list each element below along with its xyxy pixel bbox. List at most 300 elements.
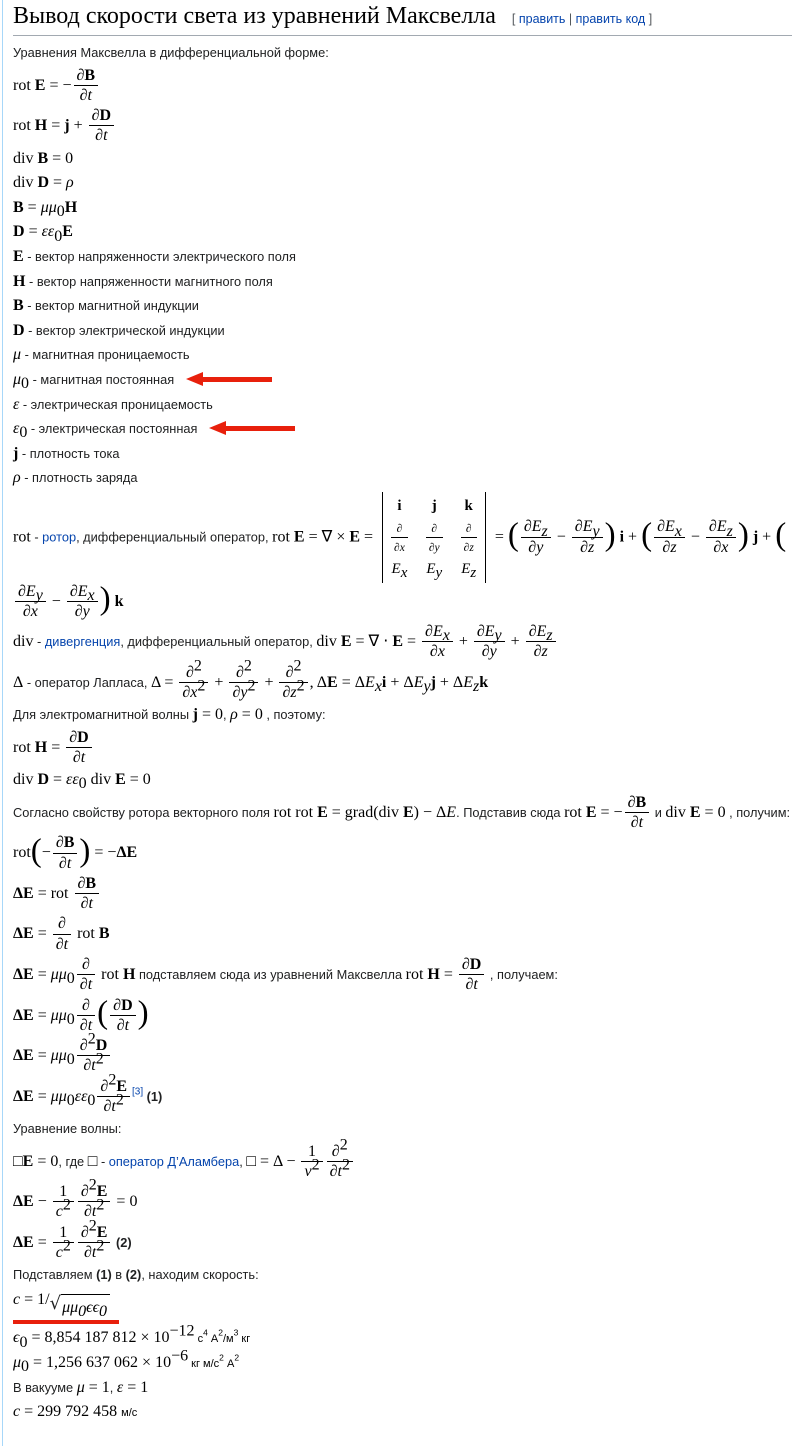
math-roman: ∂ [465, 976, 474, 994]
open-paren: ( [641, 517, 653, 554]
eq-div-D [13, 172, 792, 194]
superscript [247, 678, 255, 695]
math-roman: ∂ [113, 996, 122, 1014]
math-roman: = 0 [112, 1193, 138, 1211]
fraction [279, 657, 307, 702]
eq-vacuum [13, 1377, 792, 1399]
math-var: x [30, 602, 38, 620]
math-roman: rot [13, 844, 31, 862]
open-paren: ( [30, 833, 42, 870]
fraction [521, 518, 551, 556]
equation-label: (2) [125, 1267, 142, 1283]
math-roman: ∂ [91, 107, 100, 125]
subscript [99, 1303, 108, 1321]
def-B [13, 295, 792, 317]
math-roman: ∂ [528, 538, 537, 556]
math-vector: B [37, 149, 49, 167]
math-roman: 2 [87, 1030, 96, 1048]
math-roman: ∂ [463, 541, 470, 554]
math-vector: B [63, 834, 75, 852]
numerator [625, 794, 650, 813]
text: - [30, 529, 43, 545]
math-vector: B [635, 793, 647, 811]
subscript [66, 1051, 75, 1069]
equation-label: (1) [143, 1088, 163, 1104]
numerator [75, 875, 100, 894]
close-paren: ) [604, 517, 616, 554]
subscript [54, 227, 63, 245]
numerator [474, 623, 505, 645]
text: , [239, 1153, 247, 1169]
math-var: E [365, 673, 375, 691]
numerator [654, 518, 685, 540]
math-var: y [35, 586, 43, 604]
denominator [474, 642, 505, 660]
unit-superscript: 3 [233, 1328, 239, 1339]
eq-div-B [13, 148, 792, 170]
link-divergence[interactable]: дивергенция [44, 634, 121, 650]
math-roman: rot rot [273, 803, 318, 821]
math-roman: − [47, 592, 65, 610]
math-roman: = grad(div [327, 803, 403, 821]
math-var: ρ [66, 174, 74, 192]
superscript [63, 1238, 71, 1255]
superscript [171, 1348, 188, 1365]
subscript [541, 522, 548, 540]
math-roman: rot [13, 738, 35, 756]
math-roman: = 0 [197, 706, 223, 724]
numerator [78, 1176, 111, 1202]
denominator [229, 677, 258, 701]
superscript [89, 1217, 97, 1234]
def-div [13, 623, 792, 661]
math-vector: E [340, 633, 352, 651]
denominator [572, 538, 603, 556]
math-vector: ΔE [116, 844, 138, 862]
fraction [15, 583, 46, 621]
math-roman: = [33, 1006, 51, 1024]
math-roman: − [33, 1193, 51, 1211]
math-roman: ∂ [657, 518, 665, 536]
eq-rot-E [13, 67, 792, 105]
unit-text: кг [238, 1333, 251, 1346]
article-body [13, 42, 792, 1423]
math-roman: ∂ [580, 538, 589, 556]
math-roman: = − [45, 76, 72, 94]
math-roman: 2 [247, 677, 256, 695]
reference-link[interactable]: [3] [131, 1086, 144, 1098]
math-var: E [446, 803, 457, 821]
text: - оператор Лапласа, [23, 674, 151, 690]
denominator [67, 602, 98, 620]
def-eps0 [13, 418, 792, 440]
math-var: x [442, 627, 450, 645]
math-var: x [721, 538, 729, 556]
eq-mu0-value [13, 1347, 792, 1376]
math-roman: + [506, 633, 524, 651]
denominator [327, 1156, 353, 1180]
math-roman: = 0 [237, 706, 263, 724]
def-eps [13, 394, 792, 416]
math-roman: ∂ [662, 538, 671, 556]
fraction [654, 518, 685, 556]
math-var: E [461, 560, 471, 577]
math-roman: −12 [169, 1323, 195, 1341]
math-roman: ∂ [425, 623, 433, 641]
edit-bracket-close: ] [645, 12, 653, 26]
determinant-cell [461, 558, 476, 580]
math-var: ρ [230, 706, 238, 724]
math-roman: = [360, 528, 378, 546]
math-vector: E [96, 1183, 108, 1201]
math-vector: H [13, 272, 26, 290]
math-roman: 0 [66, 970, 75, 988]
math-var: E [531, 518, 542, 536]
determinant-cell [461, 520, 477, 555]
math-roman: ∂ [76, 66, 85, 84]
math-roman: ∂ [331, 1142, 340, 1160]
text: - магнитная постоянная [29, 372, 175, 387]
fraction [89, 107, 114, 145]
math-roman: ∂ [95, 127, 104, 145]
numerator [521, 518, 551, 540]
math-var: x [87, 586, 95, 604]
math-var: v [304, 1162, 312, 1180]
math-roman: = [24, 223, 42, 241]
denominator [53, 935, 71, 953]
math-vector: i [615, 528, 625, 546]
math-roman: ∂ [429, 643, 438, 661]
math-vector: ΔE [13, 884, 34, 902]
math-roman: rot [97, 965, 123, 983]
fraction [526, 623, 556, 661]
math-roman: ∂ [285, 663, 294, 681]
math-roman: ∂ [103, 1097, 112, 1115]
math-roman: ∂ [476, 623, 485, 641]
math-var: c [55, 1203, 63, 1221]
math-roman: ∂ [329, 1162, 338, 1180]
math-var: t [87, 1016, 93, 1034]
denominator [426, 538, 443, 555]
math-roman: 2 [243, 657, 252, 675]
edit-code-link[interactable]: править код [575, 12, 646, 26]
math-roman: ∂ [627, 793, 636, 811]
eq-dE-d2D [13, 1030, 792, 1075]
denominator [391, 538, 408, 555]
math-var: t [638, 814, 644, 832]
text: - вектор электрической индукции [24, 322, 225, 338]
numerator [77, 956, 95, 975]
math-roman: − [41, 844, 51, 862]
math-roman: 2 [88, 1217, 97, 1235]
math-roman: ∂ [394, 541, 400, 554]
math-vector: E [62, 223, 73, 241]
text: - [97, 1153, 109, 1169]
superscript [63, 1197, 71, 1214]
math-var: y [434, 541, 440, 554]
math-roman: = 0 [700, 803, 726, 821]
math-var: x [437, 643, 445, 661]
edit-link[interactable]: править [518, 12, 566, 26]
unit-text: /м [222, 1333, 234, 1346]
math-vector: k [479, 673, 489, 691]
math-roman: div [13, 174, 38, 192]
denominator [97, 1091, 130, 1115]
red-arrow-icon [186, 372, 272, 387]
denominator [53, 854, 78, 872]
math-roman: 0 [99, 1303, 108, 1321]
math-roman: + [210, 673, 228, 691]
equation-label: (1) [96, 1267, 112, 1283]
math-vector: E [34, 76, 46, 94]
edit-divider: | [565, 12, 576, 26]
math-roman: = 1 [84, 1378, 110, 1396]
math-vector: j [748, 528, 759, 546]
determinant [382, 492, 486, 583]
text: - электрическая проницаемость [19, 396, 213, 412]
denominator [301, 1156, 322, 1180]
math-roman: 2 [193, 657, 202, 675]
math-roman: + Δ [435, 673, 464, 691]
text: и [651, 804, 666, 820]
subscript [442, 627, 450, 645]
math-var: E [413, 673, 424, 691]
math-roman: 1 [59, 1183, 68, 1201]
math-var: y [423, 677, 431, 695]
math-roman: ∂ [79, 1016, 88, 1034]
math-vector: E [392, 633, 403, 651]
math-var: y [82, 602, 90, 620]
fraction [66, 729, 91, 767]
math-var: ε [13, 420, 20, 438]
math-roman: 0 [78, 1303, 87, 1321]
denominator [179, 677, 208, 701]
fraction [179, 657, 208, 702]
denominator [706, 538, 736, 556]
math-var: εε [74, 1087, 88, 1105]
math-var: t [88, 895, 93, 913]
text: , где [58, 1153, 88, 1169]
unit-superscript: 4 [203, 1328, 208, 1339]
def-H [13, 271, 792, 293]
math-roman: 2 [197, 677, 206, 695]
def-j [13, 443, 792, 465]
determinant-cell [465, 495, 473, 517]
text: В вакууме [13, 1379, 77, 1395]
math-vector: j [430, 673, 436, 691]
link-dalembert[interactable]: оператор Д’Аламбера [108, 1153, 240, 1169]
math-roman: = − [596, 803, 623, 821]
math-roman: rot [73, 925, 99, 943]
red-arrow-icon [209, 421, 295, 436]
eq-B-mu [13, 197, 792, 219]
math-vector: E [585, 803, 597, 821]
eq-dE-dt-rot [13, 915, 792, 953]
determinant-cell [397, 495, 401, 517]
section-heading [13, 2, 792, 36]
math-var: c [13, 1290, 21, 1308]
fraction [229, 657, 258, 702]
math-vector: ΔE [13, 1047, 34, 1065]
math-roman: ∂ [69, 728, 78, 746]
close-paren: ) [79, 833, 91, 870]
math-var: E [463, 673, 473, 691]
numerator [78, 1217, 111, 1243]
text: - плотность заряда [20, 470, 138, 486]
math-roman: ∂ [185, 663, 194, 681]
math-roman: □ = Δ − [246, 1152, 300, 1170]
fraction [327, 1136, 353, 1181]
math-var: t [473, 976, 478, 994]
math-roman: □ [13, 1152, 23, 1170]
numerator [67, 583, 98, 602]
eq-dE-nested [13, 997, 792, 1035]
math-roman: = 0 [125, 771, 151, 789]
math-var: y [240, 683, 248, 701]
eq-dE-mumu0 [13, 956, 792, 994]
denominator [75, 894, 100, 912]
math-roman: Δ [316, 673, 328, 691]
text: , [109, 1379, 117, 1395]
math-vector: H [34, 117, 48, 135]
eq-div-D-2 [13, 769, 792, 791]
math-roman: ∂ [630, 814, 639, 832]
fraction [572, 518, 603, 556]
math-roman: = [33, 965, 51, 983]
math-roman: 0 [19, 424, 28, 442]
math-roman: = [490, 528, 508, 546]
math-var: μ [13, 371, 22, 388]
eq-speed [13, 1289, 792, 1325]
para-rotor-property [13, 794, 792, 832]
numerator [77, 1030, 110, 1056]
text: , находим скорость: [141, 1267, 259, 1283]
red-arrow-shaft [224, 426, 295, 431]
math-roman: 2 [115, 1091, 124, 1109]
math-roman: rot [272, 528, 294, 546]
subscript [66, 1091, 75, 1109]
math-roman: = [49, 771, 67, 789]
math-vector: H [34, 738, 48, 756]
math-vector: k [464, 497, 473, 514]
ref-3 [132, 1086, 143, 1097]
numerator [461, 520, 477, 538]
fraction [474, 623, 505, 661]
numerator [74, 67, 99, 86]
math-roman: ∂ [80, 1183, 89, 1201]
math-roman: ∂ [574, 518, 583, 536]
text: подставляем сюда из уравнений Максвелла [135, 966, 406, 982]
subscript [726, 522, 733, 540]
subscript [87, 1091, 96, 1109]
math-var: x [374, 677, 382, 695]
subscript [435, 565, 443, 582]
fraction [391, 520, 408, 555]
superscript [89, 1177, 97, 1194]
text: - [33, 634, 45, 650]
math-roman: div [86, 771, 116, 789]
denominator [89, 126, 114, 144]
math-vector: E [115, 771, 126, 789]
math-var: y [592, 522, 600, 540]
edit-bracket-open: [ [511, 12, 519, 26]
math-roman: ∂ [79, 1037, 88, 1055]
numerator [53, 915, 71, 934]
denominator [625, 813, 650, 831]
superscript [197, 678, 205, 695]
math-roman: + [260, 673, 278, 691]
link-rotor[interactable]: ротор [42, 529, 77, 545]
math-vector: E [689, 803, 701, 821]
math-roman: = [23, 198, 41, 216]
math-roman: = rot [33, 884, 73, 902]
subscript [56, 203, 65, 221]
math-roman: ∂ [83, 1203, 92, 1221]
math-roman: 2 [311, 1156, 320, 1174]
math-vector: H [427, 965, 440, 983]
unit-text: с [194, 1333, 204, 1346]
math-vector: E [116, 1077, 127, 1095]
math-vector: D [37, 174, 50, 192]
math-var: t [337, 1162, 342, 1180]
math-var: z [470, 565, 477, 582]
math-vector: D [121, 996, 133, 1014]
numerator [459, 956, 484, 975]
math-vector: D [469, 955, 482, 973]
denominator [53, 1197, 74, 1221]
text: . Подставив сюда [456, 804, 565, 820]
math-vector: D [95, 1037, 108, 1055]
superscript [96, 1238, 104, 1255]
math-vector: ΔE [13, 1087, 34, 1105]
math-roman: ∂ [55, 935, 64, 953]
math-roman: ∂ [182, 683, 191, 701]
text: Подставляем [13, 1267, 97, 1283]
numerator [97, 1071, 130, 1097]
math-var: t [124, 1016, 130, 1034]
math-vector: B [13, 198, 24, 216]
text: Уравнение волны: [13, 1121, 122, 1137]
edit-section [512, 12, 652, 26]
superscript [194, 657, 202, 674]
math-roman: ∂ [57, 915, 66, 933]
math-vector: j [13, 444, 19, 462]
math-var: t [87, 86, 92, 104]
para-wave-eq [13, 1118, 792, 1140]
math-roman: 0 [87, 1091, 96, 1109]
eq-dalembert [13, 1136, 792, 1181]
text: Уравнения Максвелла в дифференциальной форме: [13, 45, 329, 60]
math-roman: 0 [78, 775, 87, 793]
fraction [77, 997, 95, 1035]
math-var: μμ [50, 1047, 67, 1065]
math-roman: 2 [96, 1237, 105, 1255]
math-roman: ∂ [69, 582, 78, 600]
fraction [67, 583, 98, 621]
math-roman: rot [13, 76, 35, 94]
math-var: ρ [13, 469, 21, 487]
math-roman: div [13, 771, 38, 789]
math-roman: 2 [96, 1197, 105, 1215]
math-vector: j [431, 497, 437, 514]
eq-dE-rot [13, 875, 792, 913]
def-mu [13, 344, 792, 366]
math-var: t [80, 748, 86, 766]
superscript [342, 1157, 350, 1174]
fraction [97, 1071, 130, 1116]
text: - вектор напряженности магнитного поля [25, 273, 273, 289]
equation-label: (2) [112, 1234, 132, 1250]
